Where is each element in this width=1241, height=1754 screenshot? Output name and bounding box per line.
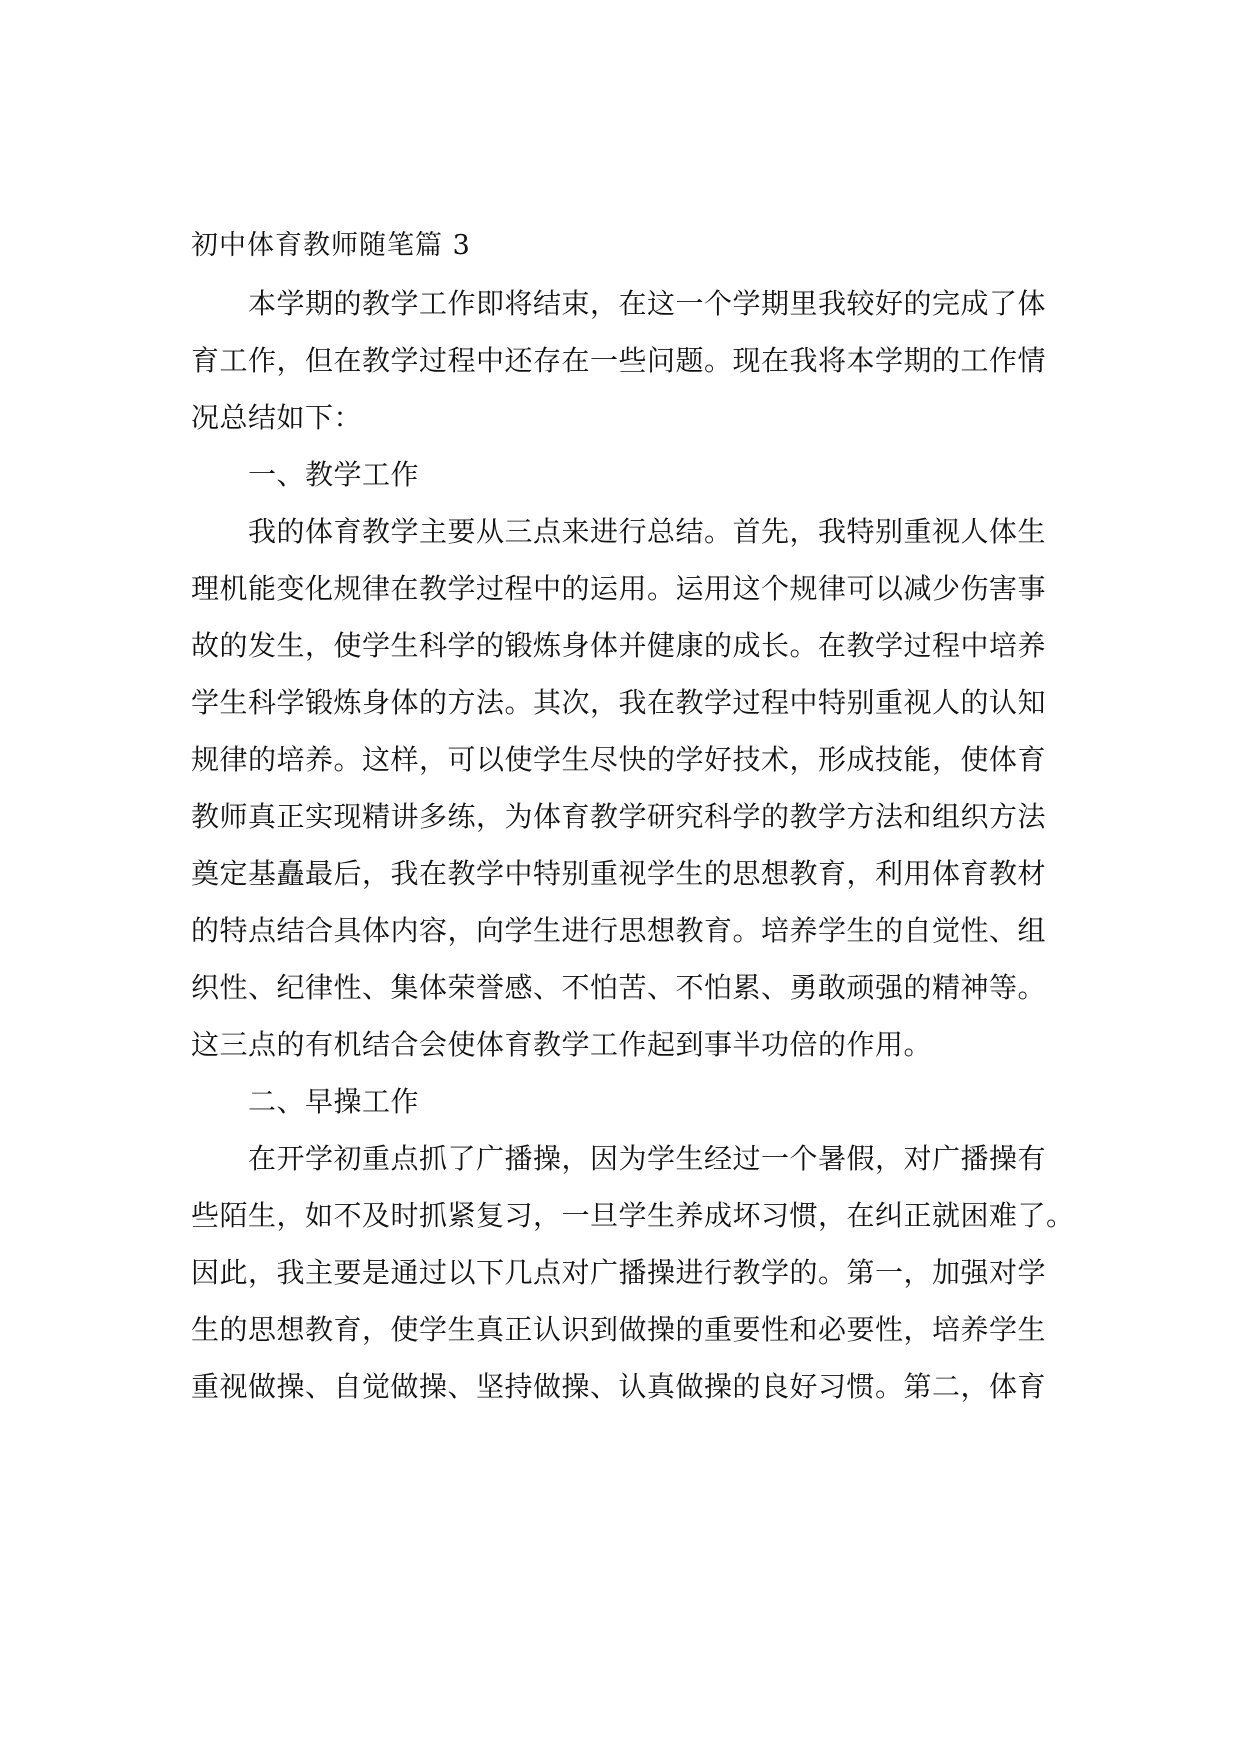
body-line: 况总结如下： bbox=[191, 401, 363, 434]
body-line: 规律的培养。这样，可以使学生尽快的学好技术，形成技能，使体育 bbox=[191, 743, 1047, 776]
body-line: 理机能变化规律在教学过程中的运用。运用这个规律可以减少伤害事 bbox=[191, 572, 1047, 605]
body-line: 的特点结合具体内容，向学生进行思想教育。培养学生的自觉性、组 bbox=[191, 914, 1047, 947]
body-line: 因此，我主要是通过以下几点对广播操进行教学的。第一，加强对学 bbox=[191, 1256, 1047, 1289]
body-line: 些陌生，如不及时抓紧复习，一旦学生养成坏习惯，在纠正就困难了。 bbox=[191, 1199, 1075, 1232]
body-line: 教师真正实现精讲多练，为体育教学研究科学的教学方法和组织方法 bbox=[191, 800, 1047, 833]
body-line: 织性、纪律性、集体荣誉感、不怕苦、不怕累、勇敢顽强的精神等。 bbox=[191, 971, 1047, 1004]
document-title: 初中体育教师随笔篇 3 bbox=[191, 230, 471, 261]
body-line: 故的发生，使学生科学的锻炼身体并健康的成长。在教学过程中培养 bbox=[191, 629, 1047, 662]
section-heading: 一、教学工作 bbox=[191, 458, 420, 491]
body-line: 生的思想教育，使学生真正认识到做操的重要性和必要性，培养学生 bbox=[191, 1313, 1047, 1346]
section-heading: 二、早操工作 bbox=[191, 1085, 420, 1118]
body-line: 这三点的有机结合会使体育教学工作起到事半功倍的作用。 bbox=[191, 1028, 933, 1061]
body-line: 在开学初重点抓了广播操，因为学生经过一个暑假，对广播操有 bbox=[191, 1142, 1047, 1175]
body-line: 重视做操、自觉做操、坚持做操、认真做操的良好习惯。第二，体育 bbox=[191, 1370, 1047, 1403]
body-line: 奠定基矗最后，我在教学中特别重视学生的思想教育，利用体育教材 bbox=[191, 857, 1047, 890]
body-line: 本学期的教学工作即将结束，在这一个学期里我较好的完成了体 bbox=[191, 287, 1047, 320]
body-line: 我的体育教学主要从三点来进行总结。首先，我特别重视人体生 bbox=[191, 515, 1047, 548]
body-line: 育工作，但在教学过程中还存在一些问题。现在我将本学期的工作情 bbox=[191, 344, 1047, 377]
body-line: 学生科学锻炼身体的方法。其次，我在教学过程中特别重视人的认知 bbox=[191, 686, 1047, 719]
